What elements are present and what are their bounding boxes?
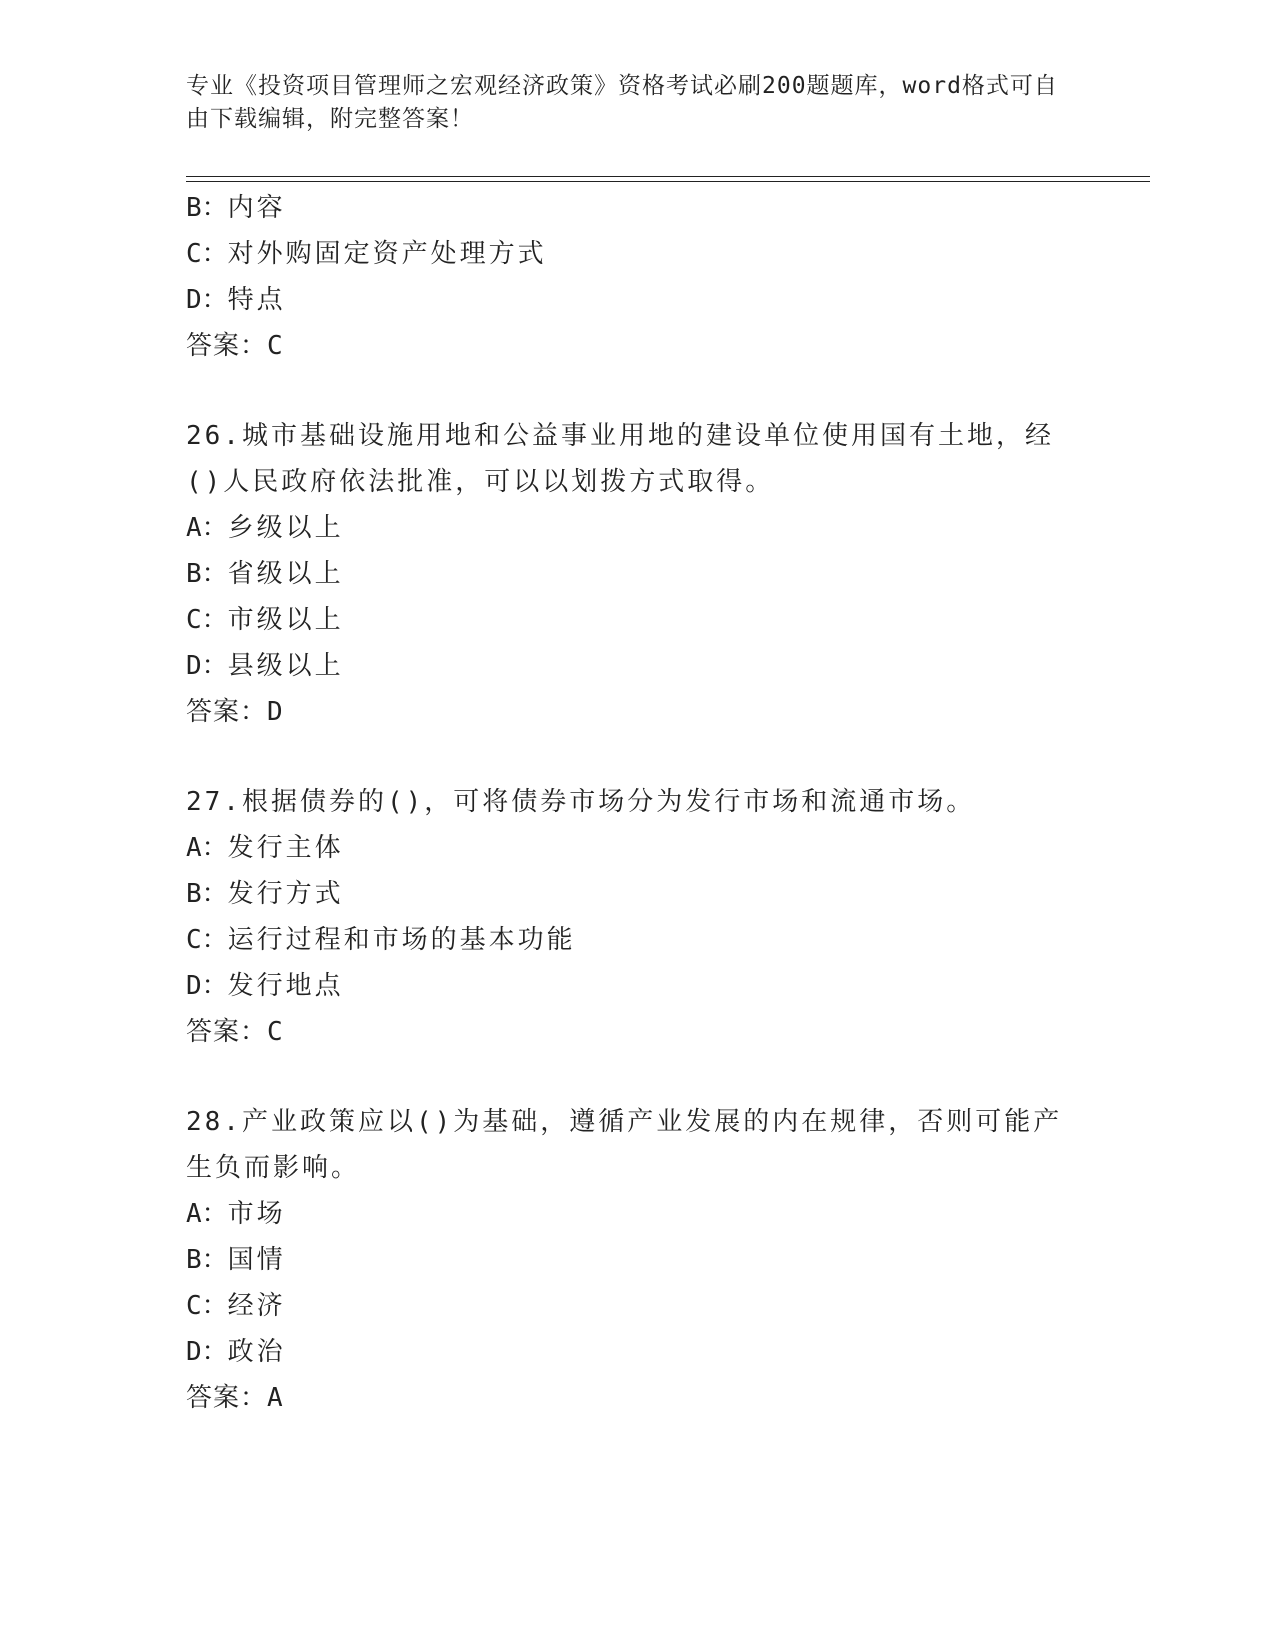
- question-stem: 27.根据债券的()，可将债券市场分为发行市场和流通市场。: [186, 787, 976, 817]
- option-line: [186, 825, 1086, 871]
- header-rule-bottom: [186, 181, 1150, 182]
- option-key: C：: [186, 925, 228, 955]
- spacer: [186, 735, 1086, 779]
- option-text: 发行方式: [227, 879, 344, 909]
- option-text: 特点: [227, 285, 286, 315]
- option-text: 市场: [227, 1199, 286, 1229]
- option-line: [186, 185, 1086, 231]
- option-line: [186, 871, 1086, 917]
- option-line: [186, 505, 1086, 551]
- option-key: D：: [186, 971, 228, 1001]
- option-key: C：: [186, 605, 228, 635]
- option-line: [186, 277, 1086, 323]
- option-key: B：: [186, 193, 228, 223]
- option-line: [186, 1283, 1086, 1329]
- option-text: 运行过程和市场的基本功能: [227, 925, 576, 955]
- option-line: [186, 963, 1086, 1009]
- question-list: [186, 185, 1086, 1421]
- question-stem: 26.城市基础设施用地和公益事业用地的建设单位使用国有土地，经()人民政府依法批准，可以以划拨方式取得。: [186, 421, 1054, 497]
- option-key: A：: [186, 1199, 228, 1229]
- question-block: [186, 779, 1086, 1055]
- option-line: [186, 551, 1086, 597]
- option-line: [186, 1191, 1086, 1237]
- answer-line: 答案：D: [186, 697, 284, 727]
- answer-line: 答案：C: [186, 331, 284, 361]
- question-stem: 28.产业政策应以()为基础，遵循产业发展的内在规律，否则可能产生负而影响。: [186, 1107, 1063, 1183]
- option-key: B：: [186, 559, 228, 589]
- option-text: 乡级以上: [227, 513, 344, 543]
- option-text: 发行主体: [227, 833, 344, 863]
- option-key: C：: [186, 1291, 228, 1321]
- page-header: 专业《投资项目管理师之宏观经济政策》资格考试必刷200题题库，word格式可自由下载编辑，附完整答案！: [186, 73, 1058, 132]
- option-line: [186, 597, 1086, 643]
- option-line: [186, 1329, 1086, 1375]
- option-text: 经济: [227, 1291, 286, 1321]
- question-block: [186, 413, 1086, 735]
- question-continuation: [186, 185, 1086, 369]
- option-text: 市级以上: [227, 605, 344, 635]
- option-text: 内容: [227, 193, 286, 223]
- option-key: D：: [186, 651, 228, 681]
- option-key: B：: [186, 879, 228, 909]
- answer-line: 答案：A: [186, 1383, 284, 1413]
- option-line: [186, 917, 1086, 963]
- option-line: [186, 231, 1086, 277]
- option-text: 对外购固定资产处理方式: [227, 239, 547, 269]
- option-key: D：: [186, 285, 228, 315]
- spacer: [186, 369, 1086, 413]
- spacer: [186, 1055, 1086, 1099]
- option-key: B：: [186, 1245, 228, 1275]
- option-text: 县级以上: [227, 651, 344, 681]
- option-key: A：: [186, 513, 228, 543]
- option-key: D：: [186, 1337, 228, 1367]
- option-text: 发行地点: [227, 971, 344, 1001]
- option-line: [186, 643, 1086, 689]
- option-text: 省级以上: [227, 559, 344, 589]
- question-block: [186, 1099, 1086, 1421]
- answer-line: 答案：C: [186, 1017, 284, 1047]
- header-rule-top: [186, 176, 1150, 177]
- option-line: [186, 1237, 1086, 1283]
- option-key: C：: [186, 239, 228, 269]
- option-text: 政治: [227, 1337, 286, 1367]
- option-text: 国情: [227, 1245, 286, 1275]
- option-key: A：: [186, 833, 228, 863]
